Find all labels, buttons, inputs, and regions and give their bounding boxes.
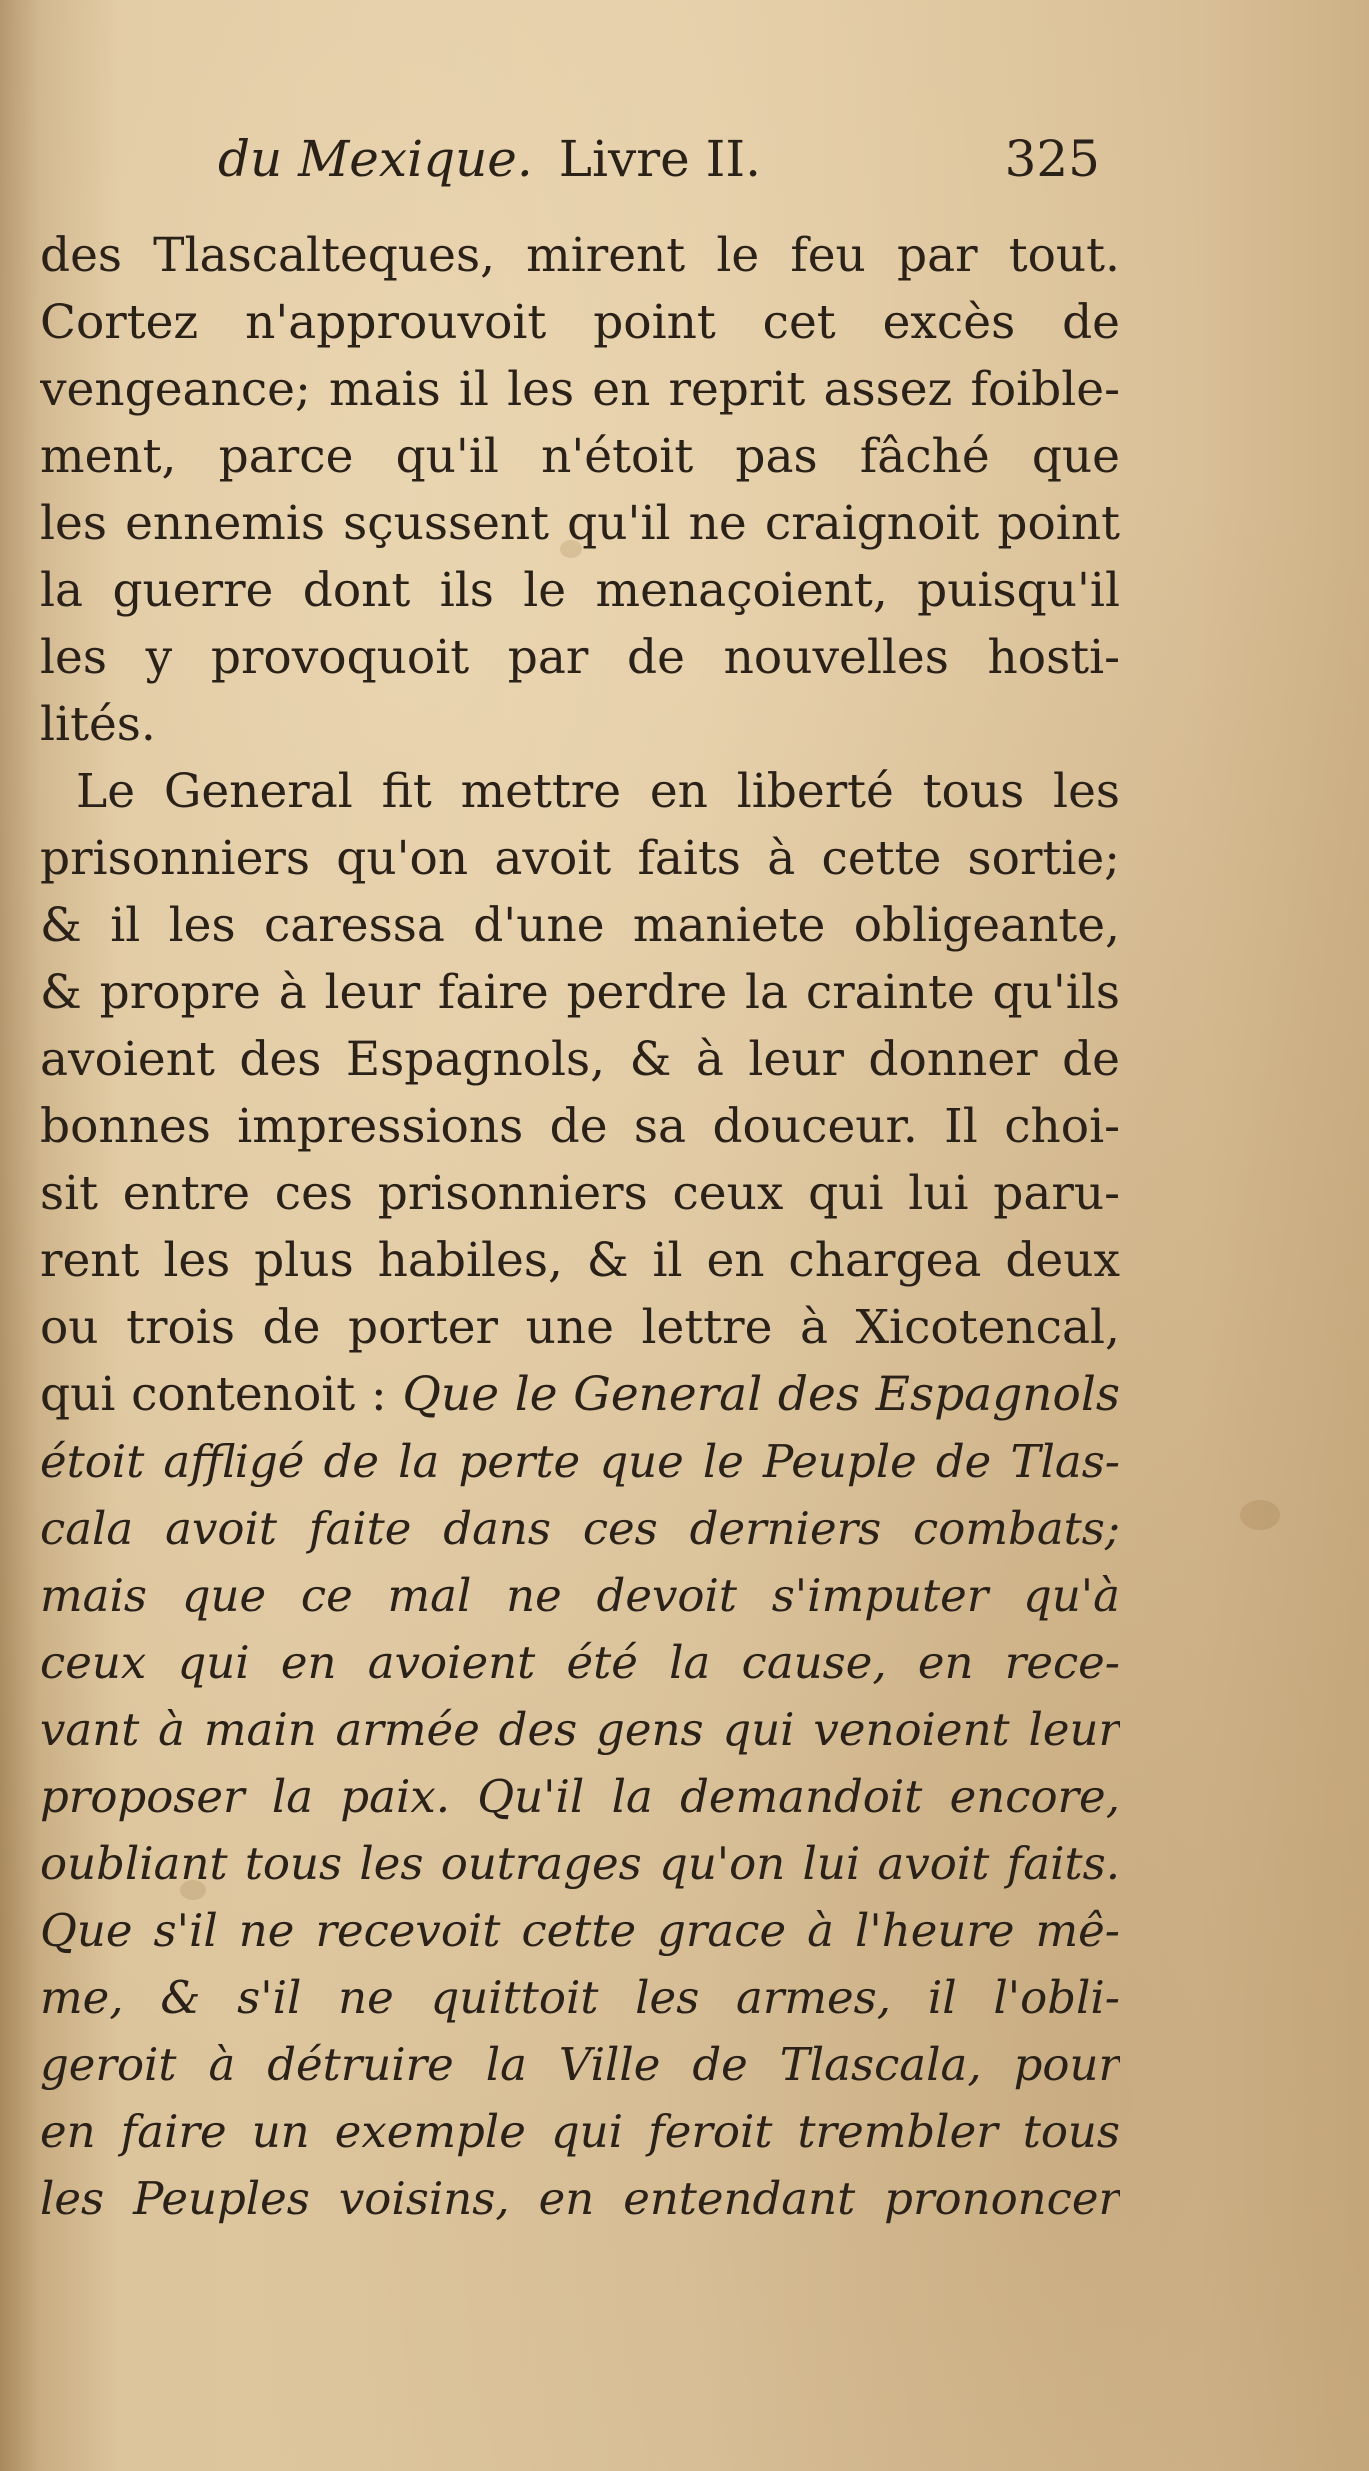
running-book-number: Livre II. (558, 130, 762, 188)
running-header (40, 130, 1120, 222)
text-line: vant à main armée des gens qui venoient leur (40, 1703, 1120, 1756)
running-title: du Mexique. (218, 130, 533, 188)
text-line: prisonniers qu'on avoit faits à cette sortie; (40, 831, 1120, 886)
text-line: cala avoit faite dans ces derniers combats; (40, 1502, 1120, 1555)
paper-stain (1240, 1500, 1280, 1530)
text-line: les y provoquoit par de nouvelles hosti- (40, 630, 1120, 685)
page-number: 325 (1004, 130, 1100, 188)
text-line: les Peuples voisins, en entendant prononcer (40, 2172, 1120, 2225)
text-line: lités. (40, 697, 156, 752)
text-line: oubliant tous les outrages qu'on lui avoit faits. (40, 1837, 1120, 1890)
page-text-block (40, 130, 1120, 2232)
text-line: geroit à détruire la Ville de Tlascala, pour (40, 2038, 1120, 2091)
text-line: me, & s'il ne quittoit les armes, il l'obli- (40, 1971, 1120, 2024)
text-line: ment, parce qu'il n'étoit pas fâché que (40, 429, 1120, 484)
text-line: en faire un exemple qui feroit trembler tous (40, 2105, 1120, 2158)
text-line: ceux qui en avoient été la cause, en rece- (40, 1636, 1120, 1689)
text-line: Cortez n'approuvoit point cet excès de (40, 295, 1120, 350)
text-line: Le General fit mettre en liberté tous les (76, 764, 1120, 819)
text-line: Que s'il ne recevoit cette grace à l'heure mê- (40, 1904, 1120, 1957)
text-line: étoit affligé de la perte que le Peuple de Tlas- (40, 1435, 1120, 1488)
text-line-roman: qui contenoit : (40, 1367, 403, 1422)
text-line: & il les caressa d'une maniete obligeante, (40, 898, 1120, 953)
text-line: proposer la paix. Qu'il la demandoit encore, (40, 1770, 1120, 1823)
text-line: la guerre dont ils le menaçoient, puisqu'il (40, 563, 1120, 618)
text-line: rent les plus habiles, & il en chargea deux (40, 1233, 1120, 1288)
text-line: des Tlascalteques, mirent le feu par tout. (40, 228, 1120, 283)
text-line-italic: Que le General des Espagnols (402, 1367, 1120, 1422)
text-line: les ennemis sçussent qu'il ne craignoit point (40, 496, 1120, 551)
text-line: & propre à leur faire perdre la crainte qu'ils (40, 965, 1120, 1020)
text-line: mais que ce mal ne devoit s'imputer qu'à (40, 1569, 1120, 1622)
body-text (40, 222, 1120, 2232)
text-line: sit entre ces prisonniers ceux qui lui paru- (40, 1166, 1120, 1221)
text-line (40, 1361, 1120, 1428)
text-line: avoient des Espagnols, & à leur donner de (40, 1032, 1120, 1087)
text-line: vengeance; mais il les en reprit assez foible- (40, 362, 1120, 417)
text-line: ou trois de porter une lettre à Xicotencal, (40, 1300, 1120, 1355)
text-line: bonnes impressions de sa douceur. Il choi- (40, 1099, 1120, 1154)
